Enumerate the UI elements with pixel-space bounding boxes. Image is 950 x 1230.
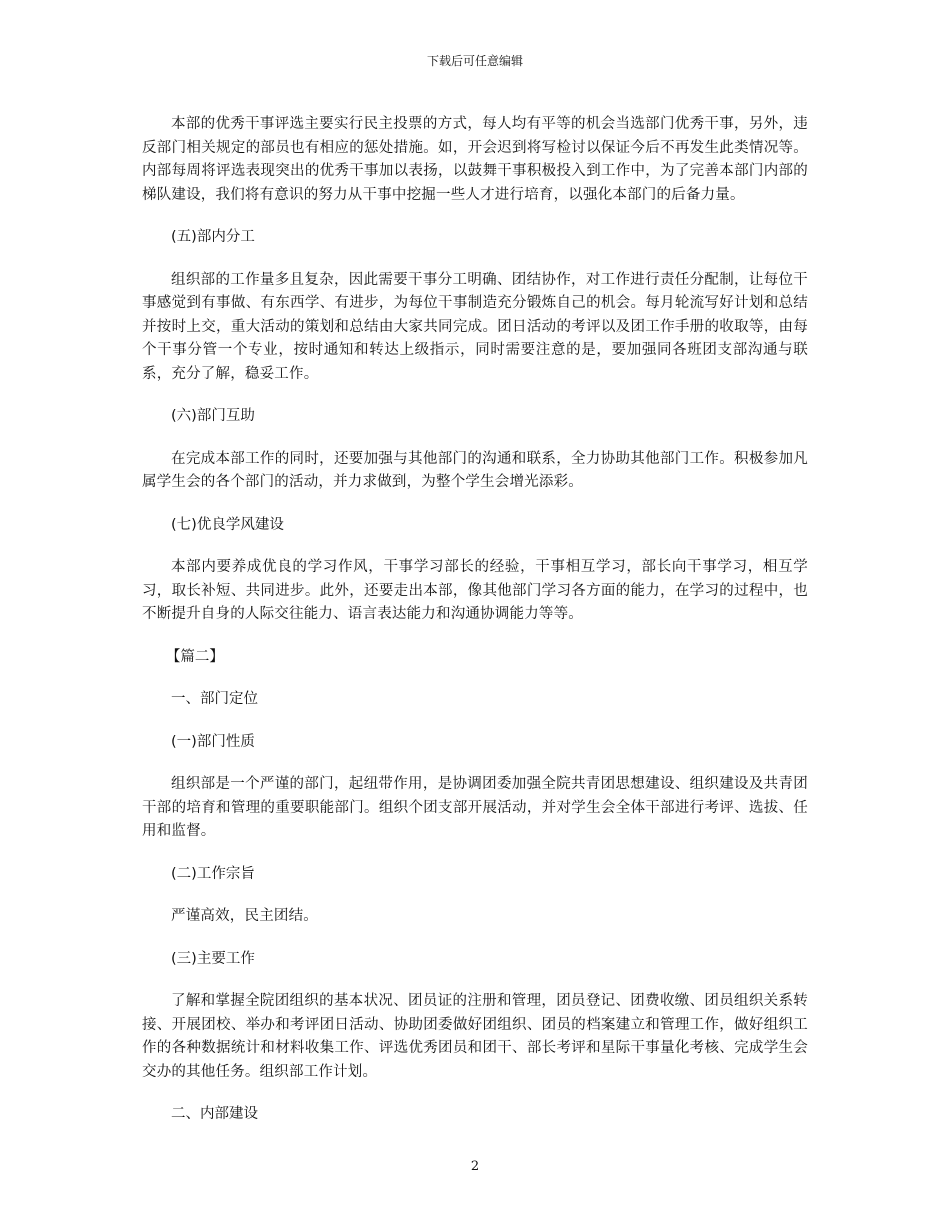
body-paragraph: 组织部是一个严谨的部门，起纽带作用，是协调团委加强全院共青团思想建设、组织建设及共青团干部的培育和管理的重要职能部门。组织个团支部开展活动，并对学生会全体干部进行考评、选拔、任用和监督。 xyxy=(142,776,808,839)
section-heading: (三)主要工作 xyxy=(171,950,255,967)
body-paragraph: 严谨高效，民主团结。 xyxy=(171,908,318,924)
body-paragraph: 组织部的工作量多且复杂，因此需要干事分工明确、团结协作，对工作进行责任分配制，让每位干事感觉到有事做、有东西学、有进步，为每位干事制造充分锻炼自己的机会。每月轮流写好计划和总结并按时上交，重大活动的策划和总结由大家共同完成。团日活动的考评以及团工作手册的收取等，由每个干事分管一个专业，按时通知和转达上级指示，同时需要注意的是，要加强同各班团支部沟通与联系，充分了解，稳妥工作。 xyxy=(142,271,808,382)
section-heading: (六)部门互助 xyxy=(171,408,255,424)
section-heading: (二)工作宗旨 xyxy=(171,865,255,882)
body-paragraph: 本部内要养成优良的学习作风，干事学习部长的经验，干事相互学习，部长向干事学习，相互学习，取长补短、共同进步。此外，还要走出本部，像其他部门学习各方面的能力，在学习的过程中，也不断提升自身的人际交往能力、语言表达能力和沟通协调能力等等。 xyxy=(142,559,808,622)
body-paragraph: 在完成本部工作的同时，还要加强与其他部门的沟通和联系，全力协助其他部门工作。积极参加凡属学生会的各个部门的活动，并力求做到，为整个学生会增光添彩。 xyxy=(142,450,808,490)
page-header: 下载后可任意编辑 xyxy=(426,54,523,68)
section-heading: (七)优良学风建设 xyxy=(171,516,284,533)
body-paragraph: 本部的优秀干事评选主要实行民主投票的方式，每人均有平等的机会当选部门优秀干事，另外，违反部门相关规定的部员也有相应的惩处措施。如，开会迟到将写检讨以保证今后不再发生此类情况等。内部每周将评选表现突出的优秀干事加以表扬，以鼓舞干事积极投入到工作中，为了完善本部门内部的梯队建设，我们将有意识的努力从干事中挖掘一些人才进行培育，以强化本部门的后备力量。 xyxy=(142,116,808,203)
page-number: 2 xyxy=(470,1159,480,1174)
part-marker: 【篇二】 xyxy=(165,648,224,665)
chapter-heading: 一、部门定位 xyxy=(171,691,258,707)
section-heading: (一)部门性质 xyxy=(171,733,255,750)
document-body xyxy=(142,113,808,1146)
body-paragraph: 了解和掌握全院团组织的基本状况、团员证的注册和管理，团员登记、团费收缴、团员组织关系转接、开展团校、举办和考评团日活动、协助团委做好团组织、团员的档案建立和管理工作，做好组织工作的各种数据统计和材料收集工作、评选优秀团员和团干、部长考评和星际干事量化考核、完成学生会交办的其他任务。组织部工作计划。 xyxy=(142,993,808,1080)
chapter-heading: 二、内部建设 xyxy=(171,1106,258,1122)
section-heading: (五)部内分工 xyxy=(171,229,255,245)
